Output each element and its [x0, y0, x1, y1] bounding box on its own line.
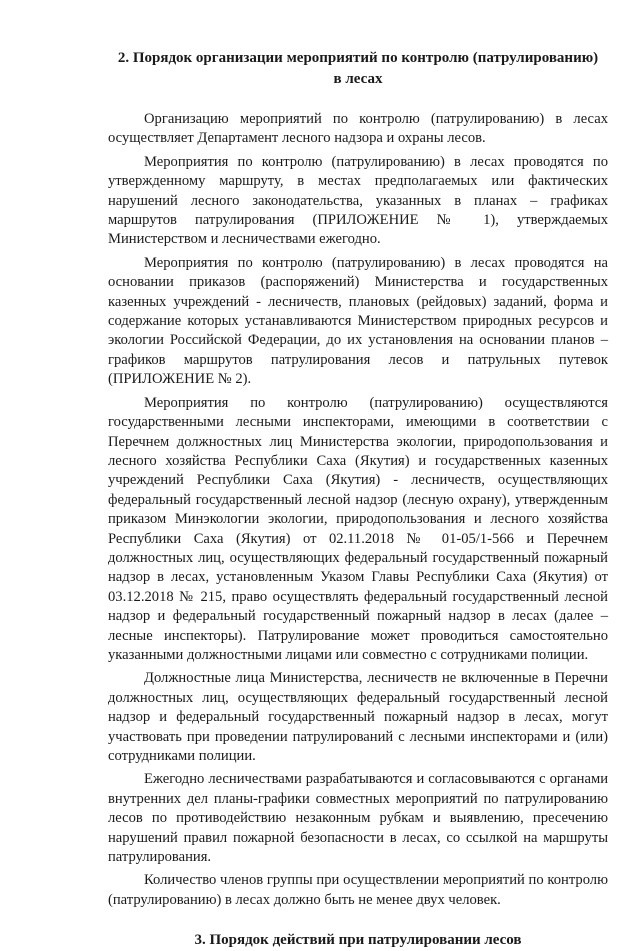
paragraph-officials: Должностные лица Министерства, лесничеств не включенные в Перечни должностных лиц, осуществляющих федеральный государственный лесной надзор и федеральный государственный пожарный надзор в лесах, могут участвовать при проведении патрулирований с лесными инспекторами и (или) сотрудниками полиции.	[108, 670, 608, 764]
section-2-heading-line2: в лесах	[333, 71, 383, 87]
section-3-heading: 3. Порядок действий при патрулировании лесов	[194, 932, 522, 949]
paragraph-orders: Мероприятия по контролю (патрулированию) в лесах проводятся на основании приказов (распоряжений) Министерства и государственных казенных учреждений - лесничеств, плановых (рейдовых) заданий, форма и содержание которых устанавливаются Министерством природных ресурсов и экологии Российской Федерации, до их установления на основании планов – графиков маршрутов патрулирования лесов и патрульных путевок (ПРИЛОЖЕНИЕ № 2).	[108, 254, 608, 388]
paragraph-group-size: Количество членов группы при осуществлении мероприятий по контролю (патрулированию) в лесах должно быть не менее двух человек.	[108, 872, 608, 908]
section-2-heading-line1: 2. Порядок организации мероприятий по контролю (патрулированию)	[117, 50, 599, 66]
paragraph-organization: Организацию мероприятий по контролю (патрулированию) в лесах осуществляет Департамент лесного надзора и охраны лесов.	[108, 111, 608, 147]
paragraph-annual-plans: Ежегодно лесничествами разрабатываются и согласовываются с органами внутренних дел планы-графики совместных мероприятий по патрулированию лесов по противодействию незаконным рубкам и выявлению, пресечению нарушений правил пожарной безопасности в лесах, со ссылкой на маршруты патрулирования.	[108, 771, 608, 866]
section-2-heading	[108, 48, 608, 90]
paragraph-route: Мероприятия по контролю (патрулированию) в лесах проводятся по утвержденному маршруту, в местах предполагаемых или фактических нарушений лесного законодательства, указанных в планах – графиках маршрутов патрулирования (ПРИЛОЖЕНИЕ № 1), утверждаемых Министерством и лесничествами ежегодно.	[108, 153, 608, 248]
paragraph-inspectors: Мероприятия по контролю (патрулированию) осуществляются государственными лесными инспекторами, имеющими в соответствии с Перечнем должностных лиц Министерства экологии, природопользования и лесного хозяйства Республики Саха (Якутия) и государственных казенных учреждений Республики Саха (Якутия) - лесничеств, осуществляющих федеральный государственный лесной надзор (лесную охрану), утвержденным приказом Минэкологии экологии, природопользования и лесного хозяйства Республики Саха (Якутия) от 02.11.2018 № 01-05/1-566 и Перечнем должностных лиц, осуществляющих федеральный государственный пожарный надзор в лесах, установленным Указом Главы Республики Саха (Якутия) от 03.12.2018 № 215, право осуществлять федеральный государственный лесной надзор и федеральный государственный пожарный надзор в лесах (далее – лесные инспекторы). Патрулирование может проводиться самостоятельно указанными должностными лицами или совместно с сотрудниками полиции.	[108, 394, 608, 663]
